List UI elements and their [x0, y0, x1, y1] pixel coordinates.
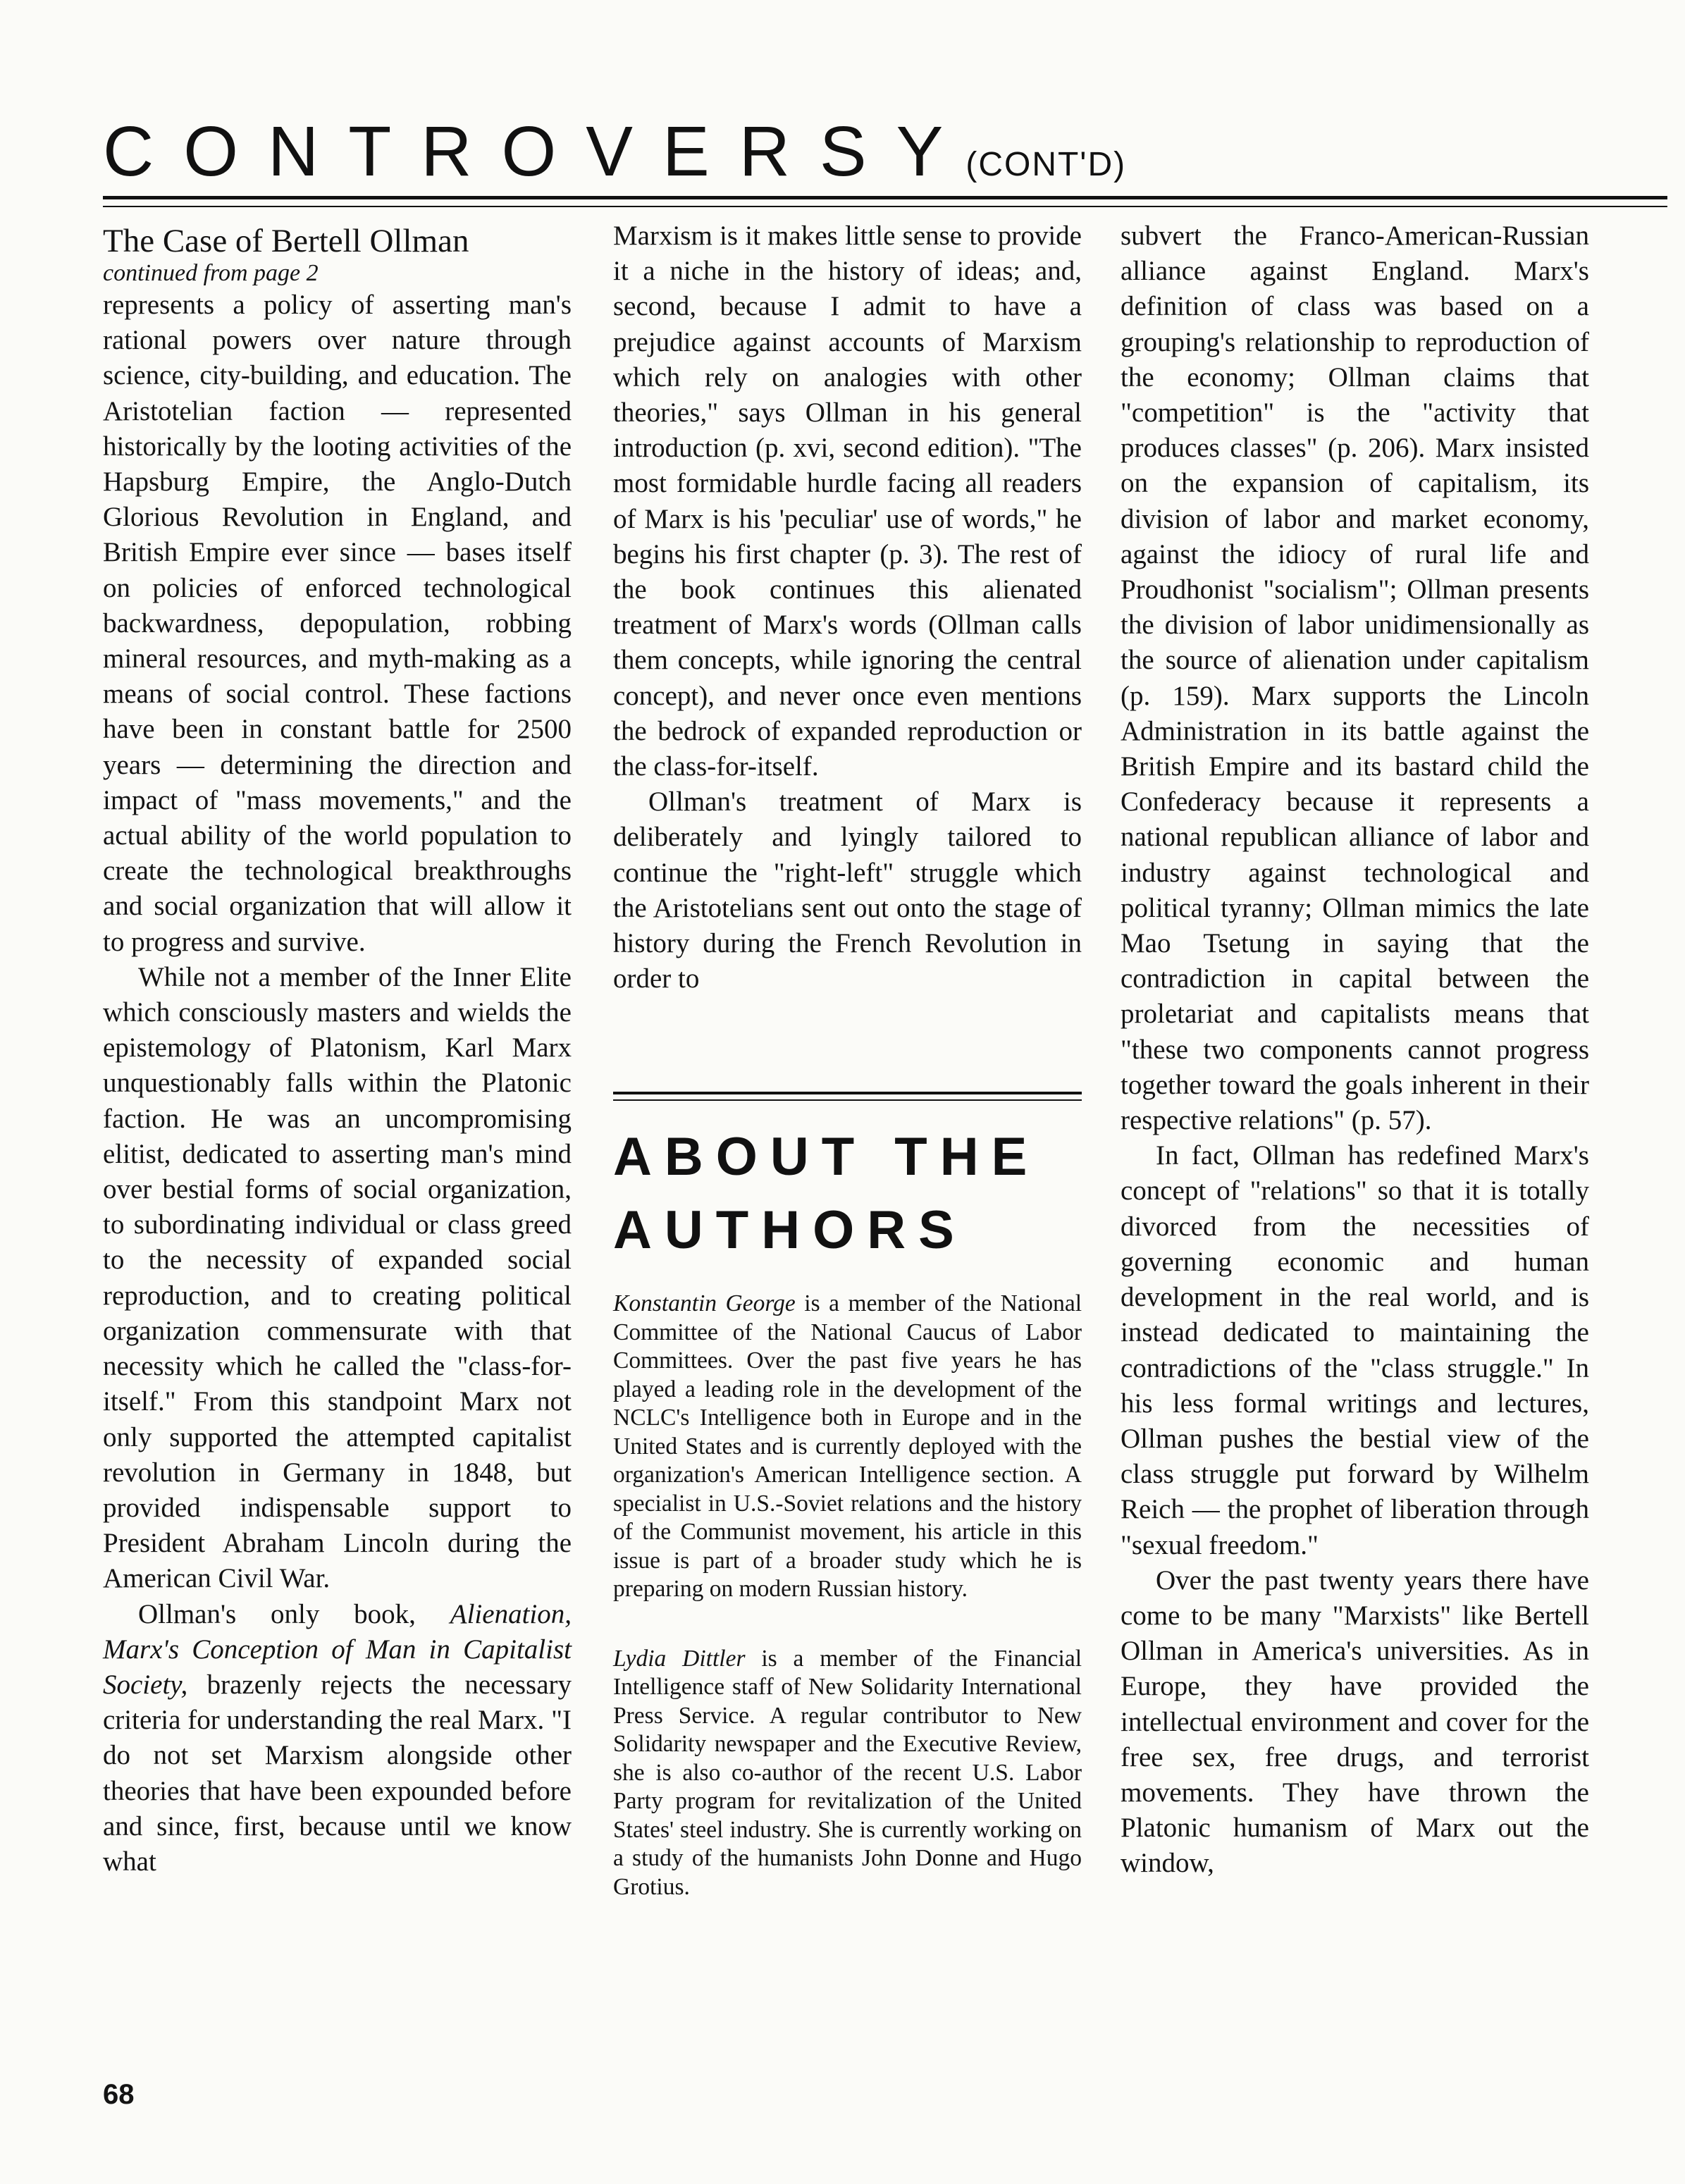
about-rule-thick [613, 1092, 1082, 1094]
continued-note: continued from page 2 [103, 260, 319, 286]
book-title: Alienation, Marx's Conception of Man in Capitalist Society, [103, 1598, 572, 1700]
article-paragraph: subvert the Franco-American-Russian alliance against England. Marx's definition of class was based on a grouping's relationship to reproduction of the economy; Ollman claims that "competition" is the "activity that produces classes" (p. 206). Marx insisted on the expansion of capitalism, its division of labor and market economy, against the idiocy of rural life and Proudhonist "socialism"; Ollman presents the division of labor unidimensionally as the source of alienation under capitalism (p. 159). Marx supports the Lincoln Administration in its battle against the British Empire and its bastard child the Confederacy because it represents a national republican alliance of labor and industry against technological and political tyranny; Ollman mimics the late Mao Tsetung in saying that the contradiction in capital between the proletariat and capitalists means that "these two components cannot progress together toward the goals inherent in their respective relations" (p. 57). [1121, 221, 1589, 1136]
header-rule-thick [103, 196, 1667, 199]
section-title: CONTROVERSY [103, 112, 973, 191]
article-column-3 [1121, 218, 1589, 1882]
article-paragraph: Ollman's treatment of Marx is deliberately and lyingly tailored to continue the "right-left" struggle which the Aristotelians sent out onto the stage of history during the French Revolution in order to [613, 786, 1082, 994]
author-bio: Lydia Dittler is a member of the Financial Intelligence staff of New Solidarity International Press Service. A regular contributor to New Solidarity newspaper and the Executive Review, she is also co-author of the recent U.S. Labor Party program for revitalization of the United States' steel industry. She is currently working on a study of the humanists John Donne and Hugo Grotius. [613, 1645, 1082, 1900]
author-name: Lydia Dittler [613, 1645, 746, 1672]
article-kicker: The Case of Bertell Ollman [103, 223, 469, 259]
author-name: Konstantin George [613, 1290, 796, 1316]
page-number: 68 [103, 2079, 135, 2110]
article-paragraph: represents a policy of asserting man's rational powers over nature through science, city-building, and education. The Aristotelian faction — represented historically by the looting activities of the Hapsburg Empire, the Anglo-Dutch Glorious Revolution in England, and British Empire ever since — bases itself on policies of enforced technological backwardness, depopulation, robbing mineral resources, and myth-making as a means of social control. These factions have been in constant battle for 2500 years — determining the direction and impact of "mass movements," and the actual ability of the world population to create the technological breakthroughs and social organization that will allow it to progress and survive. [103, 290, 572, 957]
article-paragraph: While not a member of the Inner Elite which consciously masters and wields the epistemology of Platonism, Karl Marx unquestionably falls within the Platonic faction. He was an uncompromising elitist, dedicated to asserting man's mind over bestial forms of social organization, to subordinating individual or class greed to the necessity of expanded social reproduction, and to creating political organization commensurate with that necessity which he called the "class-for-itself." From this standpoint Marx not only supported the attempted capitalist revolution in Germany in 1848, but provided indispensable support to President Abraham Lincoln during the American Civil War. [103, 961, 572, 1594]
about-heading: ABOUT THE AUTHORS [613, 1127, 1040, 1260]
article-paragraph: Ollman's only book, Alienation, Marx's Conception of Man in Capitalist Society, brazenly rejects the necessary criteria for understanding the real Marx. "I do not set Marxism alongside other theories that have been expounded before and since, first, because until we know what [103, 1598, 572, 1877]
author-bios [613, 1290, 1082, 1942]
article-paragraph: Over the past twenty years there have come to be many "Marxists" like Bertell Ollman in America's universities. As in Europe, they have provided the intellectual environment and cover for the free sex, free drugs, and terrorist movements. They have thrown the Platonic humanism of Marx out the window, [1121, 1565, 1589, 1879]
author-bio: Konstantin George is a member of the National Committee of the National Caucus of Labor Committees. Over the past five years he has played a leading role in the development of the NCLC's Intelligence both in Europe and in the United States and is currently deployed with the organization's American Intelligence section. A specialist in U.S.-Soviet relations and the history of the Communist movement, his article in this issue is part of a broader study which he is preparing on modern Russian history. [613, 1290, 1082, 1602]
article-column-2 [613, 218, 1082, 997]
section-title-suffix: (CONT'D) [965, 146, 1127, 183]
section-header [103, 111, 1126, 192]
article-paragraph: Marxism is it makes little sense to provide it a niche in the history of ideas; and, second, because I admit to have a prejudice against accounts of Marxism which rely on analogies with other theories," says Ollman in his general introduction (p. xvi, second edition). "The most formidable hurdle facing all readers of Marx is his 'peculiar' use of words," he begins his first chapter (p. 3). The rest of the book continues this alienated treatment of Marx's words (Ollman calls them concepts, while ignoring the central concept), and never once even mentions the bedrock of expanded reproduction or the class-for-itself. [613, 221, 1082, 782]
about-rule-thin [613, 1099, 1082, 1101]
article-column-1 [103, 218, 572, 1880]
article-paragraph: In fact, Ollman has redefined Marx's concept of "relations" so that it is totally divorced from the necessities of governing economic and human development in the real world, and is instead dedicated to maintaining the contradictions of the "class struggle." In his less formal writings and lectures, Ollman pushes the bestial view of the class struggle put forward by Wilhelm Reich — the prophet of liberation through "sexual freedom." [1121, 1140, 1589, 1560]
header-rule-thin [103, 206, 1667, 207]
